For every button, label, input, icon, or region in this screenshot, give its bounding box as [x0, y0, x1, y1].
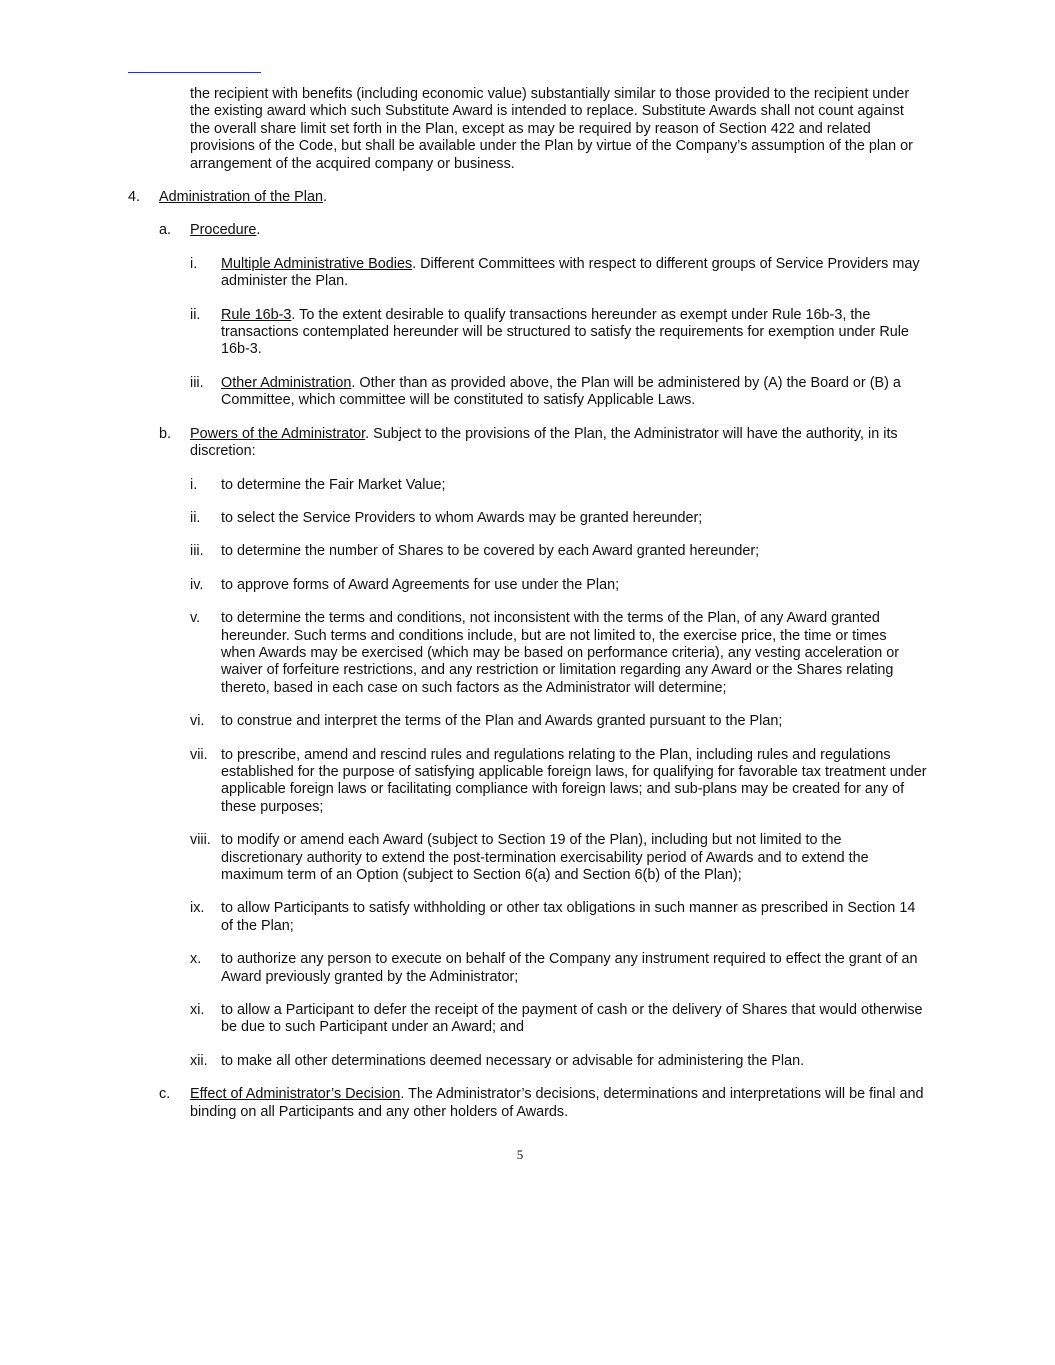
item-title: Other Administration — [221, 374, 352, 391]
subsection-a-title: Procedure — [190, 222, 257, 239]
subsection-c-title: Effect of Administrator’s Decision — [190, 1086, 401, 1103]
intro-paragraph: the recipient with benefits (including economic value) substantially similar to those provided to the recipient under the existing award which such Substitute Award is intended to replace. Substitute Awards shall not count against the overall share limit set forth in the Plan, except as may be required by reason of Section 422 and related provisions of the Code, but shall be available under the Plan by virtue of the Company’s assumption of the plan or arrangement of the acquired company or business. — [190, 86, 913, 172]
item-title: Multiple Administrative Bodies — [221, 255, 413, 272]
page-number: 5 — [516, 1147, 524, 1162]
document-page — [0, 86, 1055, 1121]
subsection-b-heading: b. Powers of the Administrator. Subject to the provisions of the Plan, the Administrator will have the authority, in its discretion: — [159, 425, 898, 460]
list-item-b-ix: ix. to allow Participants to satisfy withholding or other tax obligations in such manner as prescribed in Section 14 of the Plan; — [190, 900, 916, 934]
list-item-b-xi: xi. to allow a Participant to defer the receipt of the payment of cash or the delivery of Shares that would otherwise be due to such Participant under an Award; and — [190, 1002, 923, 1036]
section-4-title: Administration of the Plan — [159, 189, 323, 206]
list-item-a-ii: ii. Rule 16b-3. To the extent desirable to qualify transactions hereunder as exempt under Rule 16b-3, the transactions contemplated hereunder will be structured to satisfy the requirements for exemption under Rule 16b-3. — [190, 306, 909, 358]
subsection-b-letter: b. — [159, 425, 172, 442]
subsection-a-heading: a. Procedure. — [159, 222, 261, 239]
list-item-b-iv: iv. to approve forms of Award Agreements for use under the Plan; — [190, 576, 620, 593]
header-link-rule[interactable] — [128, 72, 261, 73]
list-item-b-vii: vii. to prescribe, amend and rescind rules and regulations relating to the Plan, including rules and regulations established for the purpose of satisfying applicable foreign laws, for qualifying for favorable tax treatment under applicable foreign laws or facilitating compliance with foreign laws; and sub-plans may be created for any of these purposes; — [190, 746, 927, 815]
list-item-b-i: i. to determine the Fair Market Value; — [190, 476, 446, 493]
section-4-number: 4. — [128, 189, 141, 206]
subsection-b-title: Powers of the Administrator — [190, 425, 366, 442]
list-item-b-vi: vi. to construe and interpret the terms of the Plan and Awards granted pursuant to the Plan; — [190, 713, 783, 730]
list-item-a-iii: iii. Other Administration. Other than as provided above, the Plan will be administered by (A) the Board or (B) a Committee, which committee will be constituted to satisfy Applicable Laws. — [190, 374, 901, 409]
list-item-b-x: x. to authorize any person to execute on behalf of the Company any instrument required to effect the grant of an Award previously granted by the Administrator; — [190, 951, 918, 985]
subsection-c-letter: c. — [159, 1086, 171, 1103]
subsection-c-heading: c. Effect of Administrator’s Decision. The Administrator’s decisions, determinations and interpretations will be final and binding on all Participants and any other holders of Awards. — [159, 1086, 924, 1120]
subsection-a-letter: a. — [159, 222, 172, 239]
item-title: Rule 16b-3 — [221, 306, 292, 323]
list-item-b-v: v. to determine the terms and conditions, not inconsistent with the terms of the Plan, of any Award granted hereunder. Such terms and conditions include, but are not limited to, the exercise price, the time or times when Awards may be exercised (which may be based on performance criteria), any vesting acceleration or waiver of forfeiture restrictions, and any restriction or limitation regarding any Award or the Shares relating thereto, based in each case on such factors as the Administrator will determine; — [190, 610, 900, 696]
list-item-b-xii: xii. to make all other determinations deemed necessary or advisable for administering the Plan. — [190, 1052, 805, 1069]
section-4-heading: 4. Administration of the Plan. — [128, 189, 327, 206]
list-item-b-viii: viii. to modify or amend each Award (subject to Section 19 of the Plan), including but not limited to the discretionary authority to extend the post-termination exercisability period of Awards and to extend the maximum term of an Option (subject to Section 6(a) and Section 6(b) of the Plan); — [190, 832, 869, 883]
list-item-b-iii: iii. to determine the number of Shares to be covered by each Award granted hereunder; — [190, 543, 760, 560]
list-item-a-i: i. Multiple Administrative Bodies. Different Committees with respect to different groups of Service Providers may administer the Plan. — [190, 255, 920, 290]
list-item-b-ii: ii. to select the Service Providers to whom Awards may be granted hereunder; — [190, 509, 703, 526]
